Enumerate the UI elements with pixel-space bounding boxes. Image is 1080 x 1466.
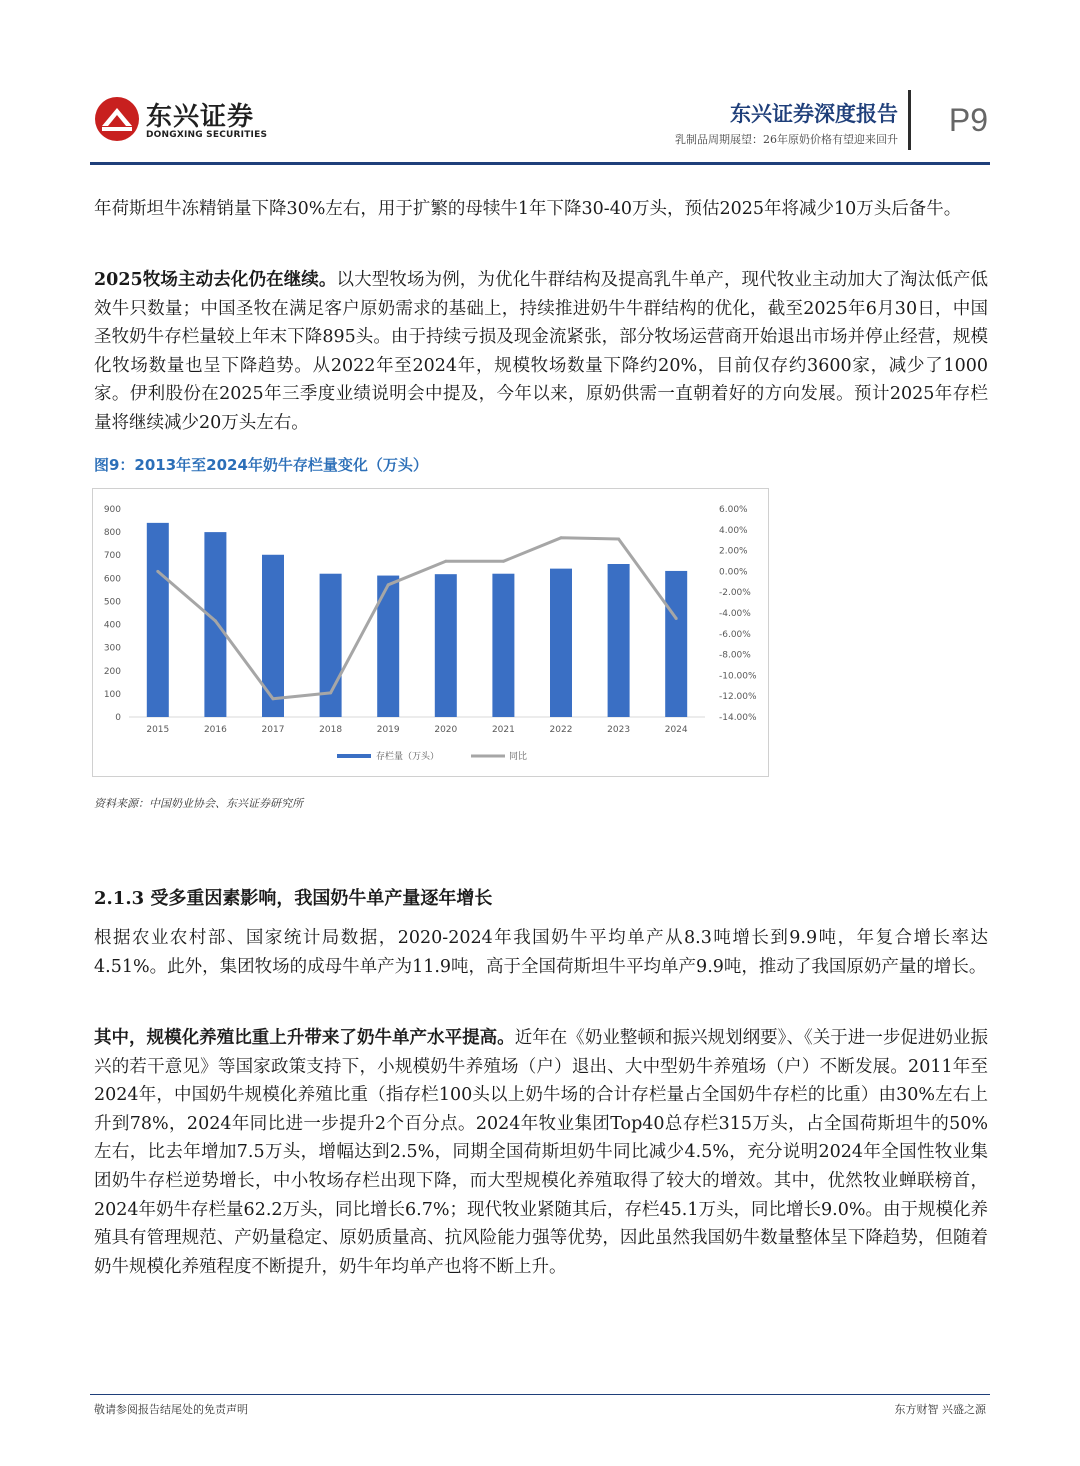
y-left-tick-label: 0 [115,713,121,723]
y-left-tick-label: 700 [103,551,121,562]
y-right-tick-label: 6.00% [719,505,748,515]
figure-title: 图9：2013年至2024年奶牛存栏量变化（万头） [94,456,428,474]
yoy-point-2020 [444,560,447,563]
paragraph-1: 年荷斯坦牛冻精销量下降30%左右，用于扩繁的母犊牛1年下降30-40万头，预估2025年将减少10万头后备牛。 [94,199,962,219]
yoy-point-2018 [329,691,332,694]
x-tick-label: 2016 [203,725,227,735]
y-right-tick-label: -10.00% [719,671,757,682]
bar-2017 [262,555,284,717]
y-right-tick-label: -8.00% [719,650,751,661]
x-tick-label: 2015 [146,725,170,735]
y-left-tick-label: 300 [103,643,121,654]
y-left-tick-label: 200 [103,666,121,677]
bar-2018 [320,574,342,717]
yoy-point-2022 [560,536,563,539]
page-header [90,88,990,164]
section-heading: 2.1.3 受多重因素影响，我国奶牛单产量逐年增长 [94,888,493,909]
y-right-tick-label: -6.00% [719,629,751,640]
bar-2024 [665,571,687,717]
y-right-tick-label: 4.00% [719,525,748,536]
bar-2021 [492,574,514,717]
y-left-tick-label: 800 [103,528,121,539]
yoy-point-2016 [214,619,217,622]
x-tick-label: 2018 [319,725,343,735]
paragraph-3: 根据农业农村部、国家统计局数据，2020-2024年我国奶牛平均单产从8.3吨增长到9.9吨，年复合增长率达4.51%。此外，集团牧场的成母牛单产为11.9吨，高于全国荷斯坦牛平均单产9.9吨，推动了我国原奶产量的增长。 [94,928,988,977]
y-right-tick-label: -14.00% [719,713,757,723]
footer-slogan: 东方财智 兴盛之源 [894,1403,986,1416]
footer-rule [90,1394,990,1395]
yoy-line [158,538,676,699]
y-left-tick-label: 600 [103,574,121,585]
legend-line-label: 同比 [509,752,528,762]
paragraph-2-lead: 2025牧场主动去化仍在继续。 [94,270,337,290]
paragraph-4 [94,1024,988,1281]
x-tick-label: 2023 [607,725,631,735]
x-tick-label: 2019 [376,725,400,735]
y-right-tick-label: -12.00% [719,692,757,703]
y-right-tick-label: -2.00% [719,588,751,599]
paragraph-2 [94,266,988,438]
report-title: 东兴证券深度报告 [730,102,898,126]
x-tick-label: 2017 [261,725,285,735]
chart-container [92,488,769,777]
logo-chinese-name: 东兴证券 [146,102,255,132]
x-tick-label: 2022 [549,725,573,735]
bar-2020 [435,574,457,717]
x-tick-label: 2024 [664,725,688,735]
legend-bar-label: 存栏量（万头） [376,752,440,762]
page-number: P9 [948,102,988,138]
report-subtitle: 乳制品周期展望：26年原奶价格有望迎来回升 [675,133,898,146]
y-right-tick-label: 2.00% [719,546,748,557]
y-left-tick-label: 900 [103,505,121,515]
paragraph-4-lead: 其中，规模化养殖比重上升带来了奶牛单产水平提高。 [94,1028,515,1048]
header-rule [90,162,990,165]
bar-2015 [147,523,169,717]
paragraph-4-body: 近年在《奶业整顿和振兴规划纲要》、《关于进一步促进奶业振兴的若干意见》等国家政策支持下，小规模奶牛养殖场（户）退出、大中型奶牛养殖场（户）不断发展。2011年至2024年，中国奶牛规模化养殖比重（指存栏100头以上奶牛场的合计存栏量占全国奶牛存栏的比重）由30%左右上升到78%，2024年同比进一步提升2个百分点。2024年牧业集团Top40总存栏315万头，占全国荷斯坦牛的50%左右，比去年增加7.5万头，增幅达到2.5%，同期全国荷斯坦奶牛同比减少4.5%，充分说明2024年全国性牧业集团奶牛存栏逆势增长，中小牧场存栏出现下降，而大型规模化养殖取得了较大的增效。其中，优然牧业蝉联榜首，2024年奶牛存栏量62.2万头，同比增长6.7%；现代牧业紧随其后，存栏45.1万头，同比增长9.0%。由于规模化养殖具有管理规范、产奶量稳定、原奶质量高、抗风险能力强等优势，因此虽然我国奶牛数量整体呈下降趋势，但随着奶牛规模化养殖程度不断提升，奶牛年均单产也将不断上升。 [94,1028,989,1277]
y-left-tick-label: 500 [103,597,121,608]
y-right-tick-label: 0.00% [719,567,748,578]
bar-2023 [608,564,630,717]
yoy-point-2015 [156,570,159,573]
figure-source: 资料来源：中国奶业协会、东兴证券研究所 [94,797,303,810]
x-tick-label: 2021 [491,725,515,735]
dongxing-logo-icon [94,96,140,142]
logo-english-name: DONGXING SECURITIES [146,130,268,140]
y-right-tick-label: -4.00% [719,609,751,619]
dairy-cow-inventory-chart [93,489,768,776]
yoy-point-2023 [617,537,620,540]
bar-2016 [204,532,226,717]
y-left-tick-label: 100 [103,689,121,700]
yoy-point-2021 [502,560,505,563]
legend-bar-swatch [337,754,371,758]
bar-2022 [550,569,572,717]
paragraph-2-body: 以大型牧场为例，为优化牛群结构及提高乳牛单产，现代牧业主动加大了淘汰低产低效牛只数量；中国圣牧在满足客户原奶需求的基础上，持续推进奶牛牛群结构的优化，截至2025年6月30日，中国圣牧奶牛存栏量较上年末下降895头。由于持续亏损及现金流紧张，部分牧场运营商开始退出市场并停止经营，规模化牧场数量也呈下降趋势。从2022年至2024年，规模牧场数量下降约20%，目前仅存约3600家，减少了1000家。伊利股份在2025年三季度业绩说明会中提及，今年以来，原奶供需一直朝着好的方向发展。预计2025年存栏量将继续减少20万头左右。 [94,270,988,433]
header-divider [908,90,911,150]
x-tick-label: 2020 [434,725,458,735]
footer-disclaimer: 敬请参阅报告结尾处的免责声明 [94,1403,248,1416]
yoy-point-2019 [387,583,390,586]
y-left-tick-label: 400 [103,620,121,631]
yoy-point-2017 [272,697,275,700]
yoy-point-2024 [675,617,678,620]
